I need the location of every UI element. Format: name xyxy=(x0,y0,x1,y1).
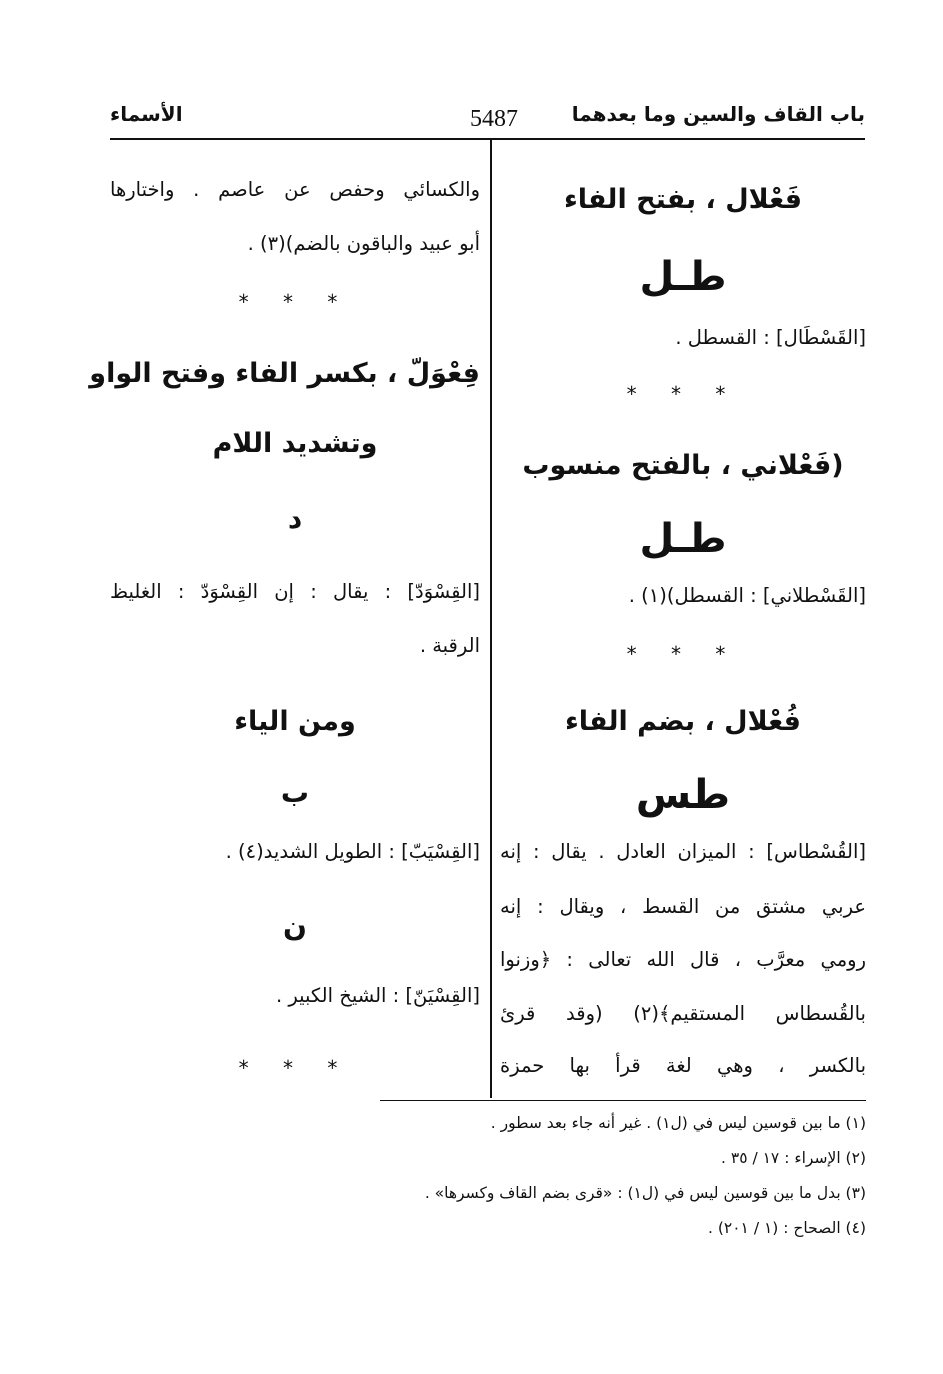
chapter-title: باب القاف والسين وما بعدهما xyxy=(571,102,865,126)
footnotes xyxy=(300,1108,866,1248)
root-letters: ب xyxy=(280,776,310,809)
footnote: (١) ما بين قوسين ليس في (ل١) . غير أنه جاء بعد سطور . xyxy=(490,1114,866,1132)
right-column xyxy=(500,140,866,1098)
entry-line: رومي معرَّب ، قال الله تعالى : ﴿وزنوا xyxy=(500,948,866,971)
dictionary-entry: [القَسْطَال] : القسطل . xyxy=(675,326,866,349)
pattern-heading: فَعْلال ، بفتح الفاء xyxy=(563,184,803,215)
entry-line: [القُسْطاس] : الميزان العادل . يقال : إنه xyxy=(500,840,866,863)
section-title: الأسماء xyxy=(110,102,183,126)
entry-line: بالكسر ، وهي لغة قرأ بها حمزة xyxy=(500,1054,866,1077)
root-letters: طـل xyxy=(639,254,727,300)
footnote: (٣) بدل ما بين قوسين ليس في (ل١) : «قرى بضم القاف وكسرها» . xyxy=(424,1184,866,1202)
entry-line: أبو عبيد والباقون بالضم)(٣) . xyxy=(247,232,480,255)
entry-line: والكسائي وحفص عن عاصم . واختارها xyxy=(110,178,480,201)
section-separator: * * * xyxy=(238,1056,352,1080)
root-letters: طس xyxy=(635,772,731,818)
column-divider xyxy=(490,140,492,1098)
dictionary-entry: [القَسْطلاني] : القسطل)(١) . xyxy=(628,584,866,607)
pattern-heading: (فَعْلاني ، بالفتح منسوب xyxy=(522,450,844,481)
root-letters: د xyxy=(287,502,303,535)
pattern-heading: فِعْوَلّ ، بكسر الفاء وفتح الواو xyxy=(89,358,480,389)
section-separator: * * * xyxy=(626,382,740,406)
running-header xyxy=(110,102,865,138)
section-separator: * * * xyxy=(626,642,740,666)
entry-line: بالقُسطاس المستقيم﴾(٢) (وقد قرئ xyxy=(500,1002,866,1025)
footnote-divider xyxy=(380,1100,866,1101)
pattern-heading: فُعْلال ، بضم الفاء xyxy=(565,706,801,737)
dictionary-entry: [القِسْيَبّ] : الطويل الشديد(٤) . xyxy=(225,840,480,863)
pattern-heading: وتشديد اللام xyxy=(212,428,378,459)
section-separator: * * * xyxy=(238,290,352,314)
page-number: 5487 xyxy=(470,106,518,132)
root-letters: طـل xyxy=(639,516,727,562)
footnote: (٢) الإسراء : ١٧ / ٣٥ . xyxy=(721,1149,866,1167)
entry-line: [القِسْوَدّ] : يقال : إن القِسْوَدّ : الغليظ xyxy=(110,580,480,603)
dictionary-entry: [القِسْيَنّ] : الشيخ الكبير . xyxy=(275,984,480,1007)
root-letters: ن xyxy=(283,910,307,943)
pattern-heading: ومن الياء xyxy=(234,706,356,737)
entry-line: الرقبة . xyxy=(419,634,480,657)
footnote: (٤) الصحاح : (١ / ٢٠١) . xyxy=(708,1219,866,1237)
entry-line: عربي مشتق من القسط ، ويقال : إنه xyxy=(500,895,866,918)
left-column xyxy=(89,140,480,1098)
